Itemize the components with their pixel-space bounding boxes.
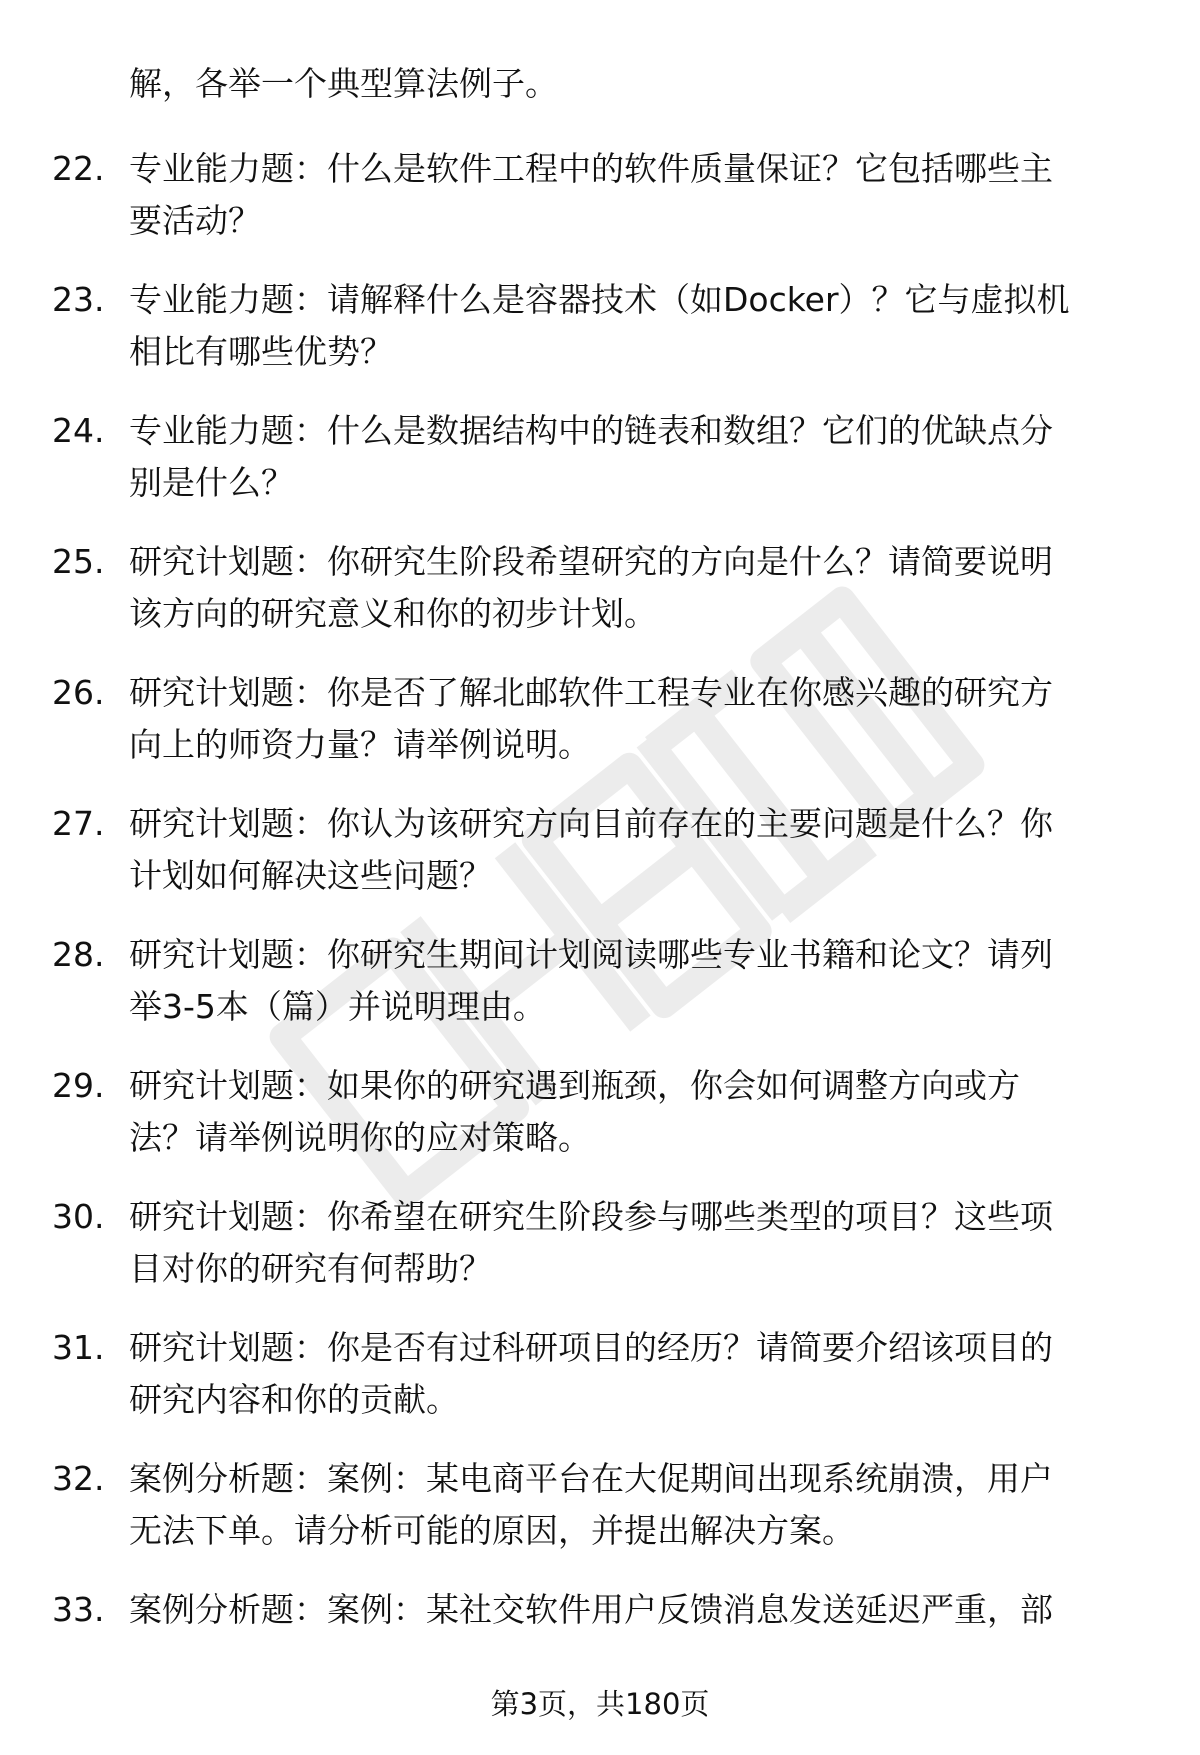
question-text-line: 要活动？: [129, 201, 261, 240]
question-text-line: 计划如何解决这些问题？: [129, 856, 492, 895]
question-number: 31.: [52, 1328, 105, 1367]
question-number: 22.: [52, 149, 105, 188]
question-text-line: 专业能力题：什么是数据结构中的链表和数组？它们的优缺点分: [129, 411, 1053, 450]
question-number: 32.: [52, 1459, 105, 1498]
question-item: [0, 1060, 1200, 1191]
question-text-line: 研究计划题：你研究生阶段希望研究的方向是什么？请简要说明: [129, 542, 1053, 581]
question-text-line: 专业能力题：什么是软件工程中的软件质量保证？它包括哪些主: [129, 149, 1053, 188]
question-number: 23.: [52, 280, 105, 319]
question-text-line: 该方向的研究意义和你的初步计划。: [129, 594, 657, 633]
question-number: 26.: [52, 673, 105, 712]
question-number: 29.: [52, 1066, 105, 1105]
question-text-line: 研究计划题：如果你的研究遇到瓶颈，你会如何调整方向或方: [129, 1066, 1020, 1105]
question-item: [0, 1322, 1200, 1453]
question-item: [0, 1453, 1200, 1584]
question-text-line: 别是什么？: [129, 463, 294, 502]
question-text-line: 法？请举例说明你的应对策略。: [129, 1118, 591, 1157]
question-text-line: 研究计划题：你是否有过科研项目的经历？请简要介绍该项目的: [129, 1328, 1053, 1367]
question-item: [0, 929, 1200, 1060]
question-number: 25.: [52, 542, 105, 581]
question-text-line: 向上的师资力量？请举例说明。: [129, 725, 591, 764]
question-item: [0, 667, 1200, 798]
question-text-line: 目对你的研究有何帮助？: [129, 1249, 492, 1288]
question-text-line: 研究计划题：你希望在研究生阶段参与哪些类型的项目？这些项: [129, 1197, 1053, 1236]
continuation-line: 解，各举一个典型算法例子。: [129, 64, 558, 103]
question-text-line: 案例分析题：案例：某社交软件用户反馈消息发送延迟严重，部: [129, 1590, 1053, 1629]
question-item: [0, 143, 1200, 274]
question-item: [0, 536, 1200, 667]
question-text-line: 举3-5本（篇）并说明理由。: [129, 987, 546, 1026]
question-text-line: 相比有哪些优势？: [129, 332, 393, 371]
question-text-line: 研究计划题：你认为该研究方向目前存在的主要问题是什么？你: [129, 804, 1053, 843]
question-text-line: 无法下单。请分析可能的原因，并提出解决方案。: [129, 1511, 855, 1550]
question-list: [0, 143, 1200, 1715]
question-text-line: 研究计划题：你是否了解北邮软件工程专业在你感兴趣的研究方: [129, 673, 1053, 712]
page-footer: 第3页，共180页: [490, 1687, 710, 1721]
question-item: [0, 1191, 1200, 1322]
question-item: [0, 798, 1200, 929]
question-text-line: 专业能力题：请解释什么是容器技术（如Docker）？它与虚拟机: [129, 280, 1070, 319]
question-number: 28.: [52, 935, 105, 974]
question-number: 27.: [52, 804, 105, 843]
question-number: 33.: [52, 1590, 105, 1629]
question-number: 24.: [52, 411, 105, 450]
question-text-line: 研究计划题：你研究生期间计划阅读哪些专业书籍和论文？请列: [129, 935, 1053, 974]
question-number: 30.: [52, 1197, 105, 1236]
question-item: [0, 274, 1200, 405]
question-item: [0, 405, 1200, 536]
question-text-line: 案例分析题：案例：某电商平台在大促期间出现系统崩溃，用户: [129, 1459, 1053, 1498]
question-text-line: 研究内容和你的贡献。: [129, 1380, 459, 1419]
